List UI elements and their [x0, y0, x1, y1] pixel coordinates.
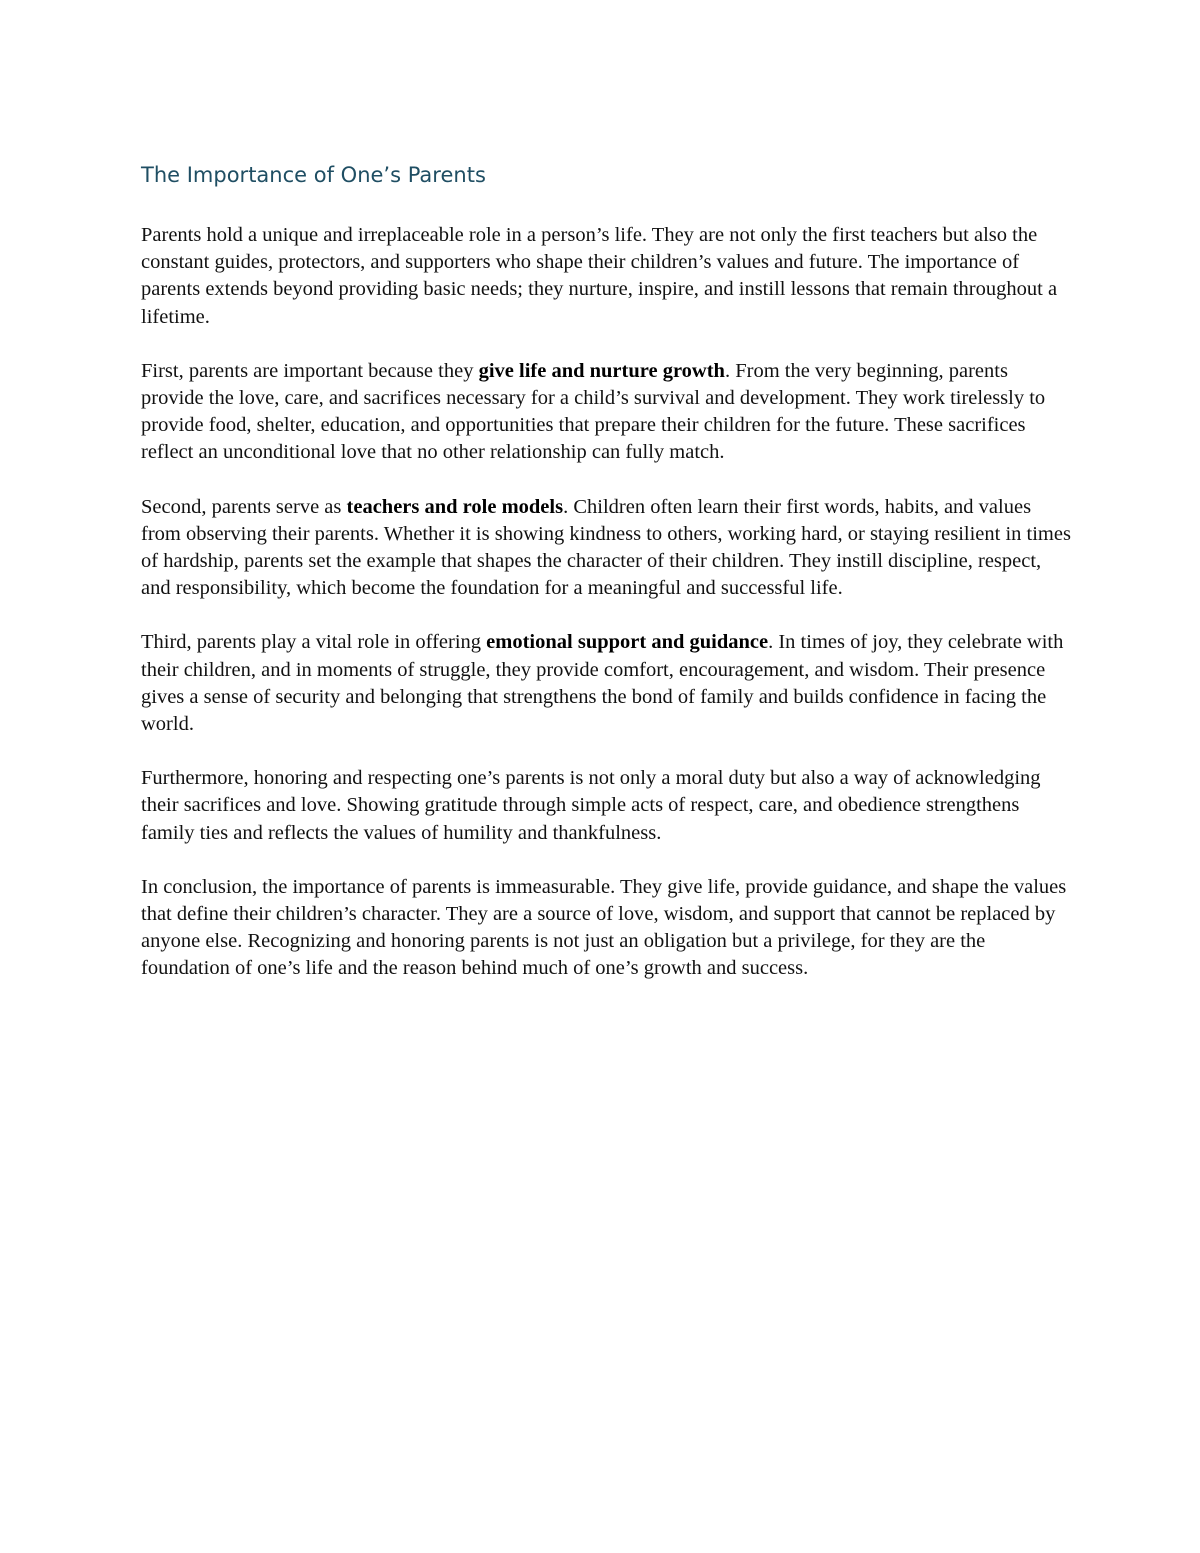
- paragraph-conclusion: In conclusion, the importance of parents is immeasurable. They give life, provide guidance, and shape the values that define their children’s character. They are a source of love, wisdom, and support that cannot be replaced by anyone else. Recognizing and honoring parents is not just an obligation but a privilege, for they are the foundation of one’s life and the reason behind much of one’s growth and success.: [141, 875, 1067, 980]
- bold-phrase: teachers and role models: [346, 495, 564, 518]
- paragraph-intro: Parents hold a unique and irreplaceable role in a person’s life. They are not only the first teachers but also the constant guides, protectors, and supporters who shape their children’s values and future. The importance of parents extends beyond providing basic needs; they nurture, inspire, and instill lessons that remain throughout a lifetime.: [141, 224, 1058, 328]
- paragraph-text: Second, parents serve as: [141, 495, 347, 518]
- paragraph-third-point: [141, 629, 1071, 738]
- document-title: The Importance of One’s Parents: [141, 163, 486, 187]
- paragraph-text: . In times of joy, they celebrate with their children, and in moments of struggle, they provide comfort, encouragement, and wisdom. Their presence gives a sense of security and belonging that strengthens the bond of family and builds confidence in facing the world.: [141, 631, 1064, 736]
- paragraph-second-point: [141, 494, 1071, 603]
- paragraph-text: . Children often learn their first words, habits, and values from observing their parents. Whether it is showing kindness to others, working hard, or staying resilient in times of hardship, parents set the example that shapes the character of their children. They instill discipline, respect, and responsibility, which become the foundation for a meaningful and successful life.: [141, 495, 1071, 600]
- document-body: [141, 160, 1071, 1010]
- paragraph-text: First, parents are important because they: [141, 359, 479, 382]
- paragraph-furthermore: Furthermore, honoring and respecting one’s parents is not only a moral duty but also a way of acknowledging their sacrifices and love. Showing gratitude through simple acts of respect, care, and obedience strengthens family ties and reflects the values of humility and thankfulness.: [141, 767, 1041, 844]
- paragraph-text: Third, parents play a vital role in offering: [141, 631, 487, 654]
- paragraph-first-point: [141, 358, 1071, 467]
- bold-phrase: emotional support and guidance: [486, 631, 769, 654]
- bold-phrase: give life and nurture growth: [478, 359, 725, 382]
- paragraph-text: . From the very beginning, parents provide the love, care, and sacrifices necessary for a child’s survival and development. They work tirelessly to provide food, shelter, education, and opportunities that prepare their children for the future. These sacrifices reflect an unconditional love that no other relationship can fully match.: [141, 359, 1046, 464]
